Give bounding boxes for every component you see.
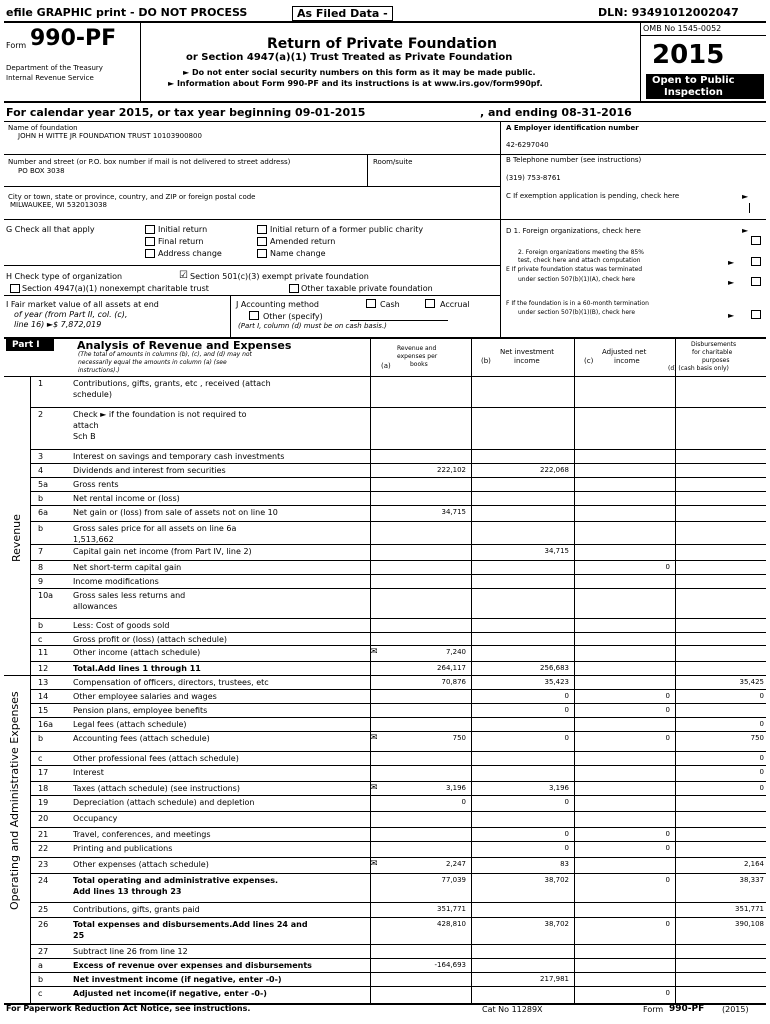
part1-tag: Part I bbox=[12, 340, 40, 350]
line-number: 20 bbox=[38, 814, 49, 823]
col-c-value: 0 bbox=[665, 734, 670, 742]
line-description: Net short-term capital gain bbox=[73, 563, 182, 572]
col-a-tag: (a) bbox=[381, 362, 391, 370]
line-number: 15 bbox=[38, 706, 49, 715]
row-divider bbox=[30, 781, 766, 782]
col-a-label-3: books bbox=[410, 361, 428, 368]
city-label: City or town, state or province, country, and ZIP or foreign postal code bbox=[8, 193, 256, 201]
row-divider bbox=[30, 917, 766, 918]
d1-label: D 1. Foreign organizations, check here bbox=[506, 227, 641, 235]
line-number: 5a bbox=[38, 480, 48, 489]
col-a-value: 70,876 bbox=[441, 678, 466, 686]
line-description: Compensation of officers, directors, trustees, etc bbox=[73, 678, 269, 687]
line-description: Net gain or (loss) from sale of assets not on line 10 bbox=[73, 508, 278, 517]
col-d-value: 0 bbox=[759, 754, 764, 762]
line-number: 19 bbox=[38, 798, 49, 807]
line-description: Pension plans, employee benefits bbox=[73, 706, 208, 715]
line-number: 25 bbox=[38, 905, 49, 914]
d1-checkbox[interactable] bbox=[751, 236, 761, 245]
line-number: 26 bbox=[38, 920, 49, 929]
row-divider bbox=[30, 407, 766, 408]
col-b-value: 0 bbox=[564, 844, 569, 852]
col-d-value: 0 bbox=[759, 768, 764, 776]
side-label-revenue: Revenue bbox=[10, 514, 23, 562]
line-description: Net rental income or (loss) bbox=[73, 494, 180, 503]
line-number: b bbox=[38, 621, 44, 630]
as-filed-label: As Filed Data - bbox=[292, 6, 393, 21]
row-divider bbox=[30, 717, 766, 718]
accrual-label: Accrual bbox=[440, 300, 470, 309]
calendar-year-label: For calendar year 2015, or tax year beginning 09-01-2015 bbox=[6, 106, 366, 119]
row-divider bbox=[30, 827, 766, 828]
line-number: 12 bbox=[38, 664, 49, 673]
line-number: 13 bbox=[38, 678, 49, 687]
row-divider bbox=[30, 958, 766, 959]
col-b-value: 222,068 bbox=[540, 466, 569, 474]
row-divider bbox=[30, 765, 766, 766]
line-description: Gross rents bbox=[73, 480, 119, 489]
col-c-value: 0 bbox=[665, 844, 670, 852]
line-description: Gross profit or (loss) (attach schedule) bbox=[73, 635, 228, 644]
col-c-value: 0 bbox=[665, 920, 670, 928]
col-a-value: 222,102 bbox=[437, 466, 466, 474]
dept-treasury: Department of the Treasury bbox=[6, 64, 103, 72]
row-divider bbox=[30, 675, 766, 676]
other-method-label: Other (specify) bbox=[263, 312, 323, 321]
attachment-icon[interactable]: ✉ bbox=[370, 859, 378, 869]
line-description: Contributions, gifts, grants paid bbox=[73, 905, 200, 914]
col-d-label-4: (d) (cash basis only) bbox=[668, 365, 729, 372]
row-divider bbox=[30, 491, 766, 492]
row-divider bbox=[30, 731, 766, 732]
h-other-taxable-label: Other taxable private foundation bbox=[301, 284, 433, 293]
e-label-1: E If private foundation status was terminated bbox=[506, 266, 643, 273]
line-description-cont: 1,513,662 bbox=[73, 535, 114, 544]
col-a-value: 264,117 bbox=[437, 664, 466, 672]
amended-return-label: Amended return bbox=[270, 237, 336, 246]
row-divider bbox=[30, 477, 766, 478]
footer-form-number: 990-PF bbox=[669, 1004, 705, 1014]
row-divider bbox=[30, 521, 766, 522]
street-value: PO BOX 3038 bbox=[18, 167, 65, 175]
line-description-cont: Sch B bbox=[73, 432, 96, 441]
col-b-label-1: Net investment bbox=[500, 348, 555, 356]
line-description-cont: 25 bbox=[73, 931, 85, 940]
line-number: 10a bbox=[38, 591, 54, 600]
line-description: Dividends and interest from securities bbox=[73, 466, 226, 475]
ssn-notice: ► Do not enter social security numbers on this form as it may be made public. bbox=[183, 68, 536, 77]
line-description: Subtract line 26 from line 12 bbox=[73, 947, 188, 956]
line-description: Legal fees (attach schedule) bbox=[73, 720, 187, 729]
row-divider bbox=[30, 703, 766, 704]
col-c-value: 0 bbox=[665, 830, 670, 838]
ein-label: A Employer identification number bbox=[506, 124, 639, 132]
col-d-value: 351,771 bbox=[735, 905, 764, 913]
f-checkbox[interactable] bbox=[751, 310, 761, 319]
col-b-value: 83 bbox=[560, 860, 569, 868]
row-divider bbox=[30, 544, 766, 545]
col-b-value: 38,702 bbox=[544, 876, 569, 884]
ein-value: 42-6297040 bbox=[506, 141, 549, 149]
h-501c3-check-icon: ☑ bbox=[179, 270, 188, 281]
footer-paperwork-notice: For Paperwork Reduction Act Notice, see instructions. bbox=[6, 1004, 251, 1013]
line-number: 7 bbox=[38, 547, 44, 556]
d2-label-1: 2. Foreign organizations meeting the 85% bbox=[518, 249, 644, 256]
name-change-checkbox[interactable] bbox=[257, 249, 267, 258]
final-return-label: Final return bbox=[158, 237, 204, 246]
line-description: Adjusted net income(if negative, enter -0-) bbox=[73, 989, 267, 998]
col-c-value: 0 bbox=[665, 563, 670, 571]
col-b-value: 0 bbox=[564, 798, 569, 806]
line-description: Income modifications bbox=[73, 577, 159, 586]
form-number: 990-PF bbox=[30, 26, 117, 51]
line-number: c bbox=[38, 754, 43, 763]
i-label-2: of year (from Part II, col. (c), bbox=[14, 310, 128, 319]
col-a-value: 2,247 bbox=[445, 860, 466, 868]
line-description: Contributions, gifts, grants, etc , received (attach bbox=[73, 379, 271, 388]
line-description-cont: Add lines 13 through 23 bbox=[73, 887, 182, 896]
line-description: Gross sales price for all assets on line 6a bbox=[73, 524, 237, 533]
form-title: Return of Private Foundation bbox=[267, 36, 497, 52]
former-public-charity-checkbox[interactable] bbox=[257, 225, 267, 234]
tax-year: 2015 bbox=[652, 40, 725, 70]
col-d-value: 0 bbox=[759, 784, 764, 792]
initial-return-checkbox[interactable] bbox=[145, 225, 155, 234]
part1-desc-1: (The total of amounts in columns (b), (c), and (d) may not bbox=[78, 351, 252, 358]
line-description: Other expenses (attach schedule) bbox=[73, 860, 209, 869]
line-number: b bbox=[38, 734, 44, 743]
side-label-expenses: Operating and Administrative Expenses bbox=[8, 691, 21, 910]
room-label: Room/suite bbox=[373, 158, 413, 166]
col-b-value: 38,702 bbox=[544, 920, 569, 928]
line-description: Total expenses and disbursements.Add lines 24 and bbox=[73, 920, 308, 929]
final-return-checkbox[interactable] bbox=[145, 237, 155, 246]
col-a-value: 77,039 bbox=[441, 876, 466, 884]
street-label: Number and street (or P.O. box number if mail is not delivered to street address) bbox=[8, 158, 291, 166]
col-b-value: 256,683 bbox=[540, 664, 569, 672]
phone-value: (319) 753-8761 bbox=[506, 174, 561, 182]
col-d-label-3: purposes bbox=[702, 357, 730, 364]
cash-checkbox[interactable] bbox=[366, 299, 376, 308]
col-d-value: 0 bbox=[759, 692, 764, 700]
col-b-label-2: income bbox=[514, 357, 540, 365]
col-c-value: 0 bbox=[665, 692, 670, 700]
line-number: 14 bbox=[38, 692, 49, 701]
line-number: 11 bbox=[38, 648, 49, 657]
col-a-value: 351,771 bbox=[437, 905, 466, 913]
exemption-arrow-icon: ► bbox=[742, 192, 749, 201]
col-c-value: 0 bbox=[665, 989, 670, 997]
d1-arrow-icon: ► bbox=[742, 226, 749, 235]
efile-banner: efile GRAPHIC print - DO NOT PROCESS bbox=[6, 6, 248, 19]
col-b-value: 0 bbox=[564, 706, 569, 714]
line-description: Less: Cost of goods sold bbox=[73, 621, 170, 630]
col-d-label-1: Disbursements bbox=[691, 341, 737, 348]
row-divider bbox=[30, 574, 766, 575]
name-change-label: Name change bbox=[270, 249, 326, 258]
amended-return-checkbox[interactable] bbox=[257, 237, 267, 246]
col-a-value: 0 bbox=[461, 798, 466, 806]
part1-title: Analysis of Revenue and Expenses bbox=[77, 339, 292, 352]
row-divider bbox=[30, 902, 766, 903]
col-d-value: 0 bbox=[759, 720, 764, 728]
h-label: H Check type of organization bbox=[6, 272, 123, 281]
h-4947-checkbox[interactable] bbox=[10, 284, 20, 293]
line-description: Excess of revenue over expenses and disbursements bbox=[73, 961, 312, 970]
line-number: 16a bbox=[38, 720, 54, 729]
row-divider bbox=[30, 972, 766, 973]
col-b-value: 35,423 bbox=[544, 678, 569, 686]
attachment-icon[interactable]: ✉ bbox=[370, 647, 378, 657]
line-number: 6a bbox=[38, 508, 48, 517]
line-description: Taxes (attach schedule) (see instructions) bbox=[73, 784, 240, 793]
col-b-value: 0 bbox=[564, 692, 569, 700]
col-b-value: 0 bbox=[564, 734, 569, 742]
line-number: b bbox=[38, 975, 44, 984]
col-a-value: -164,693 bbox=[434, 961, 466, 969]
row-divider bbox=[30, 661, 766, 662]
line-description-cont: schedule) bbox=[73, 390, 112, 399]
col-c-tag: (c) bbox=[584, 357, 594, 365]
d2-arrow-icon: ► bbox=[728, 258, 735, 267]
row-divider bbox=[30, 645, 766, 646]
col-d-value: 38,337 bbox=[739, 876, 764, 884]
f-label-1: F If the foundation is in a 60-month termination bbox=[506, 300, 649, 307]
e-checkbox[interactable] bbox=[751, 277, 761, 286]
row-divider bbox=[30, 588, 766, 589]
former-public-charity-label: Initial return of a former public charity bbox=[270, 225, 424, 234]
row-divider bbox=[30, 857, 766, 858]
col-b-value: 217,981 bbox=[540, 975, 569, 983]
footer-cat-number: Cat No 11289X bbox=[482, 1005, 543, 1014]
col-d-value: 35,425 bbox=[739, 678, 764, 686]
line-number: 2 bbox=[38, 410, 44, 419]
line-number: 1 bbox=[38, 379, 44, 388]
part1-desc-2: necessarily equal the amounts in column (a) (see bbox=[78, 359, 227, 366]
omb-number: OMB No 1545-0052 bbox=[643, 24, 722, 33]
row-divider bbox=[30, 463, 766, 464]
row-divider bbox=[30, 986, 766, 987]
line-description: Total operating and administrative expenses. bbox=[73, 876, 278, 885]
col-c-value: 0 bbox=[665, 706, 670, 714]
row-divider bbox=[30, 811, 766, 812]
line-description: Other income (attach schedule) bbox=[73, 648, 201, 657]
g-label: G Check all that apply bbox=[6, 225, 95, 234]
col-a-value: 3,196 bbox=[445, 784, 466, 792]
col-d-value: 390,108 bbox=[735, 920, 764, 928]
line-description: Check ► if the foundation is not required to bbox=[73, 410, 247, 419]
accrual-checkbox[interactable] bbox=[425, 299, 435, 308]
line-number: 4 bbox=[38, 466, 44, 475]
line-description: Travel, conferences, and meetings bbox=[73, 830, 211, 839]
info-notice: ► Information about Form 990-PF and its instructions is at www.irs.gov/form990pf. bbox=[168, 79, 543, 88]
line-number: c bbox=[38, 989, 43, 998]
line-description: Gross sales less returns and bbox=[73, 591, 186, 600]
address-change-label: Address change bbox=[158, 249, 222, 258]
row-divider bbox=[30, 560, 766, 561]
line-number: 8 bbox=[38, 563, 44, 572]
attachment-icon[interactable]: ✉ bbox=[370, 783, 378, 793]
d2-checkbox[interactable] bbox=[751, 257, 761, 266]
exemption-pending-label: C If exemption application is pending, check here bbox=[506, 192, 680, 200]
col-b-value: 0 bbox=[564, 830, 569, 838]
line-description: Other employee salaries and wages bbox=[73, 692, 217, 701]
line-description: Interest on savings and temporary cash investments bbox=[73, 452, 285, 461]
line-number: 23 bbox=[38, 860, 49, 869]
line-number: b bbox=[38, 524, 44, 533]
h-501c3-label: Section 501(c)(3) exempt private foundation bbox=[190, 272, 369, 281]
col-d-label-2: for charitable bbox=[692, 349, 733, 356]
col-a-value: 34,715 bbox=[441, 508, 466, 516]
initial-return-label: Initial return bbox=[158, 225, 208, 234]
row-divider bbox=[30, 751, 766, 752]
col-a-value: 428,810 bbox=[437, 920, 466, 928]
row-divider bbox=[30, 505, 766, 506]
col-a-value: 750 bbox=[452, 734, 466, 742]
line-description: Interest bbox=[73, 768, 104, 777]
h-other-taxable-checkbox[interactable] bbox=[289, 284, 299, 293]
d2-label-2: test, check here and attach computation bbox=[518, 257, 641, 264]
line-number: 9 bbox=[38, 577, 44, 586]
col-a-value: 7,240 bbox=[445, 648, 466, 656]
row-divider bbox=[30, 449, 766, 450]
j-label: J Accounting method bbox=[236, 300, 320, 309]
line-description: Depreciation (attach schedule) and depletion bbox=[73, 798, 255, 807]
attachment-icon[interactable]: ✉ bbox=[370, 733, 378, 743]
row-divider bbox=[30, 841, 766, 842]
address-change-checkbox[interactable] bbox=[145, 249, 155, 258]
line-description: Net investment income (if negative, enter -0-) bbox=[73, 975, 282, 984]
line-number: 18 bbox=[38, 784, 49, 793]
line-description: Printing and publications bbox=[73, 844, 173, 853]
col-c-label-2: income bbox=[614, 357, 640, 365]
foundation-name-label: Name of foundation bbox=[8, 124, 78, 132]
e-arrow-icon: ► bbox=[728, 278, 735, 287]
dept-irs: Internal Revenue Service bbox=[6, 74, 94, 82]
line-number: 17 bbox=[38, 768, 49, 777]
line-number: b bbox=[38, 494, 44, 503]
line-description: Other professional fees (attach schedule) bbox=[73, 754, 239, 763]
col-d-value: 2,164 bbox=[743, 860, 764, 868]
line-number: 22 bbox=[38, 844, 49, 853]
f-arrow-icon: ► bbox=[728, 311, 735, 320]
calendar-year-ending: , and ending 08-31-2016 bbox=[480, 106, 632, 119]
line-number: 24 bbox=[38, 876, 49, 885]
open-public-line1: Open to Public bbox=[652, 75, 735, 86]
line-number: 21 bbox=[38, 830, 49, 839]
j-note: (Part I, column (d) must be on cash basis.) bbox=[238, 322, 387, 330]
f-label-2: under section 507(b)(1)(B), check here bbox=[518, 309, 636, 316]
line-description-cont: allowances bbox=[73, 602, 118, 611]
form-prefix: Form bbox=[6, 41, 27, 50]
row-divider bbox=[30, 632, 766, 633]
col-c-label-1: Adjusted net bbox=[602, 348, 647, 356]
col-b-value: 34,715 bbox=[544, 547, 569, 555]
e-label-2: under section 507(b)(1)(A), check here bbox=[518, 276, 636, 283]
col-d-value: 750 bbox=[750, 734, 764, 742]
line-number: 27 bbox=[38, 947, 49, 956]
col-c-value: 0 bbox=[665, 876, 670, 884]
row-divider bbox=[30, 944, 766, 945]
col-a-label-1: Revenue and bbox=[397, 345, 437, 352]
line-description: Accounting fees (attach schedule) bbox=[73, 734, 210, 743]
line-description: Total.Add lines 1 through 11 bbox=[73, 664, 201, 673]
dln-number: DLN: 93491012002047 bbox=[598, 6, 739, 19]
row-divider bbox=[30, 689, 766, 690]
form-subtitle: or Section 4947(a)(1) Trust Treated as Private Foundation bbox=[186, 52, 513, 63]
line-number: a bbox=[38, 961, 43, 970]
col-b-value: 3,196 bbox=[548, 784, 569, 792]
phone-label: B Telephone number (see instructions) bbox=[506, 156, 642, 164]
col-b-tag: (b) bbox=[481, 357, 491, 365]
line-number: 3 bbox=[38, 452, 44, 461]
i-label-3: line 16) ►$ 7,872,019 bbox=[14, 320, 102, 329]
foundation-name: JOHN H WITTE JR FOUNDATION TRUST 10103900800 bbox=[18, 132, 202, 140]
line-description: Capital gain net income (from Part IV, line 2) bbox=[73, 547, 252, 556]
footer-form-year: (2015) bbox=[722, 1005, 749, 1014]
row-divider bbox=[30, 873, 766, 874]
part1-desc-3: instructions).) bbox=[78, 367, 120, 374]
line-description: Occupancy bbox=[73, 814, 118, 823]
line-description-cont: attach bbox=[73, 421, 99, 430]
footer-form-prefix: Form bbox=[643, 1005, 664, 1014]
other-method-checkbox[interactable] bbox=[249, 311, 259, 320]
open-public-line2: Inspection bbox=[664, 87, 723, 98]
i-label-1: I Fair market value of all assets at end bbox=[6, 300, 159, 309]
cash-label: Cash bbox=[380, 300, 400, 309]
line-number: c bbox=[38, 635, 43, 644]
city-value: MILWAUKEE, WI 532013038 bbox=[10, 201, 107, 209]
h-4947-label: Section 4947(a)(1) nonexempt charitable trust bbox=[22, 284, 209, 293]
row-divider bbox=[30, 618, 766, 619]
col-a-label-2: expenses per bbox=[397, 353, 438, 360]
row-divider bbox=[30, 795, 766, 796]
